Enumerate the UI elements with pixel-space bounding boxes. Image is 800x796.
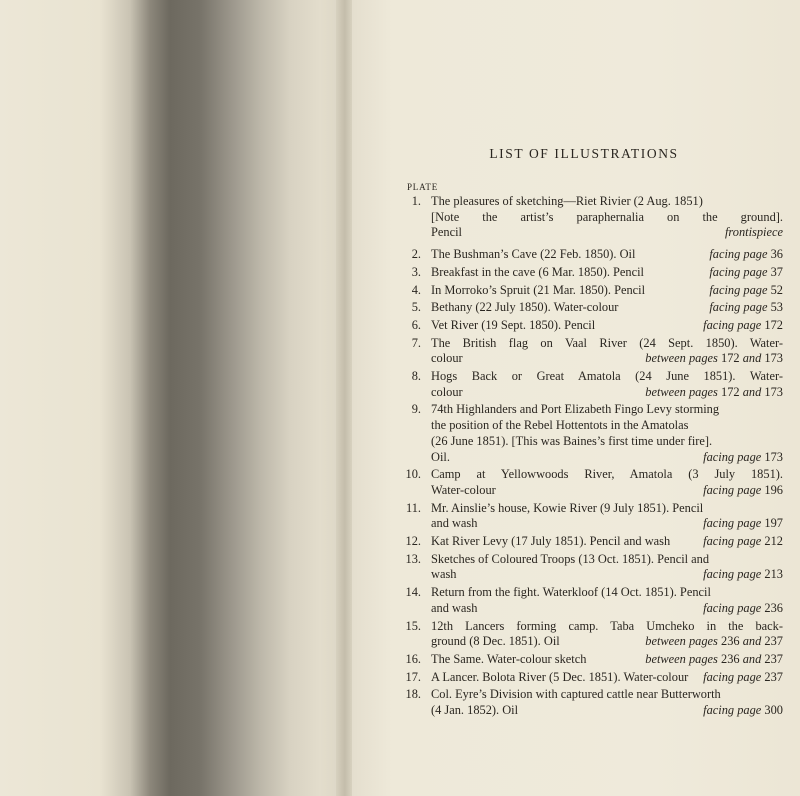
page-title: LIST OF ILLUSTRATIONS xyxy=(489,146,679,161)
page-number: 237 xyxy=(764,669,783,684)
entry-text: Pencil xyxy=(431,225,462,240)
page-number: 172 xyxy=(764,317,783,332)
page-reference: between pages xyxy=(645,634,718,649)
plate-number: 7. xyxy=(411,335,421,350)
page-reference: facing page xyxy=(703,669,762,684)
entry-text: Return from the fight. Waterkloof (14 Oct. 1851). Pencil xyxy=(431,585,711,600)
entry-text: The Same. Water-colour sketch xyxy=(431,651,587,666)
page-reference: facing page xyxy=(709,247,768,262)
plate-number: 16. xyxy=(405,651,421,666)
entry-text: The pleasures of sketching—Riet Rivier (2 Aug. 1851) xyxy=(431,194,703,208)
page-reference: between pages xyxy=(645,384,718,399)
entry-text: (4 Jan. 1852). Oil xyxy=(431,703,519,718)
list-item xyxy=(395,501,783,532)
list-item xyxy=(395,534,783,550)
list-item xyxy=(395,300,783,316)
list-item xyxy=(395,687,783,718)
page-number: 37 xyxy=(770,264,783,279)
list-item xyxy=(395,619,783,650)
page-number: 236 xyxy=(764,600,783,615)
entry-text: Mr. Ainslie’s house, Kowie River (9 July 1851). Pencil xyxy=(431,500,704,515)
page-reference: facing page xyxy=(709,300,768,315)
plate-number: 12. xyxy=(405,534,421,549)
page-reference: between pages xyxy=(645,651,718,666)
page-reference: facing page xyxy=(709,282,768,297)
entry-text: Breakfast in the cave (6 Mar. 1850). Pencil xyxy=(431,264,644,279)
list-item xyxy=(395,552,783,583)
plate-number: 10. xyxy=(405,467,421,482)
entry-text: (26 June 1851). [This was Baines’s first time under fire]. xyxy=(431,433,713,448)
page-reference: facing page xyxy=(703,317,762,332)
plate-number: 17. xyxy=(405,669,421,684)
page-number: 173 xyxy=(764,449,783,464)
page-number-2: 237 xyxy=(764,651,783,666)
entry-text: 74th Highlanders and Port Elizabeth Fingo Levy storming xyxy=(431,402,720,417)
list-item xyxy=(395,402,783,465)
plate-number: 5. xyxy=(411,300,421,315)
plate-number: 2. xyxy=(411,247,421,262)
plate-number: 15. xyxy=(405,618,421,633)
entry-text: Bethany (22 July 1850). Water-colour xyxy=(431,300,619,315)
entry-text: Water-colour xyxy=(431,482,496,497)
entry-text: Oil. xyxy=(431,449,450,464)
page-number: 52 xyxy=(770,282,783,297)
entry-text: [Note the artist’s paraphernalia on the ground]. xyxy=(431,209,783,224)
entry-text: and wash xyxy=(431,600,478,615)
list-item xyxy=(395,336,783,367)
list-item xyxy=(395,670,783,686)
and-word: and xyxy=(742,651,762,666)
page-reference: facing page xyxy=(703,516,762,531)
page-reference: facing page xyxy=(703,600,762,615)
page-number: 196 xyxy=(764,482,783,497)
plate-number: 11. xyxy=(405,500,421,515)
page-number: 36 xyxy=(770,247,783,262)
left-page xyxy=(0,0,343,796)
list-item xyxy=(395,247,783,263)
entry-text: and wash xyxy=(431,516,478,531)
entry-text: A Lancer. Bolota River (5 Dec. 1851). Water-colour xyxy=(431,669,689,684)
plate-number: 8. xyxy=(411,369,421,384)
page-number: 236 xyxy=(721,634,740,649)
page-number-2: 173 xyxy=(764,384,783,399)
list-item xyxy=(395,467,783,498)
plate-number: 9. xyxy=(411,402,421,417)
and-word: and xyxy=(742,634,762,649)
list-item xyxy=(395,652,783,668)
page-reference: facing page xyxy=(703,449,762,464)
entry-text: 12th Lancers forming camp. Taba Umcheko in the back- xyxy=(431,618,783,633)
entry-text: wash xyxy=(431,567,457,582)
illustrations-list xyxy=(395,194,783,719)
page-reference: facing page xyxy=(703,567,762,582)
and-word: and xyxy=(742,384,762,399)
page-reference: facing page xyxy=(709,264,768,279)
entry-text: Col. Eyre’s Division with captured cattle near Butterworth xyxy=(431,687,721,702)
plate-number: 13. xyxy=(405,551,421,566)
page-number: 212 xyxy=(764,534,783,549)
plate-number: 18. xyxy=(405,687,421,702)
page-reference: frontispiece xyxy=(724,225,783,240)
page-reference: facing page xyxy=(703,534,762,549)
entry-text: The British flag on Vaal River (24 Sept. 1850). Water- xyxy=(431,335,783,350)
entry-text: Hogs Back or Great Amatola (24 June 1851). Water- xyxy=(431,369,783,384)
entry-text: colour xyxy=(431,384,463,399)
entry-text: colour xyxy=(431,351,463,366)
and-word: and xyxy=(742,351,762,366)
entry-text: Kat River Levy (17 July 1851). Pencil and wash xyxy=(431,534,671,549)
entry-text: The Bushman’s Cave (22 Feb. 1850). Oil xyxy=(431,247,636,262)
page-number: 172 xyxy=(721,351,740,366)
show-through-text xyxy=(507,40,512,51)
plate-number: 3. xyxy=(411,264,421,279)
entry-text: In Morroko’s Spruit (21 Mar. 1850). Pencil xyxy=(431,282,646,297)
plate-number: 1. xyxy=(411,194,421,208)
page-reference: facing page xyxy=(703,482,762,497)
page-number: 236 xyxy=(721,651,740,666)
page-number-2: 237 xyxy=(764,634,783,649)
page-number: 53 xyxy=(770,300,783,315)
list-item xyxy=(395,283,783,299)
list-item xyxy=(395,585,783,616)
page-reference: between pages xyxy=(645,351,718,366)
page-number: 300 xyxy=(764,703,783,718)
page-number: 197 xyxy=(764,516,783,531)
plate-column-heading: PLATE xyxy=(407,182,438,192)
list-item xyxy=(395,194,783,241)
page-number: 213 xyxy=(764,567,783,582)
page-number: 172 xyxy=(721,384,740,399)
page-reference: facing page xyxy=(703,703,762,718)
list-item xyxy=(395,369,783,400)
entry-text: the position of the Rebel Hottentots in the Amatolas xyxy=(431,418,689,433)
plate-number: 14. xyxy=(405,585,421,600)
entry-text: Vet River (19 Sept. 1850). Pencil xyxy=(431,317,596,332)
list-item xyxy=(395,265,783,281)
entry-text: Sketches of Coloured Troops (13 Oct. 1851). Pencil and xyxy=(431,551,710,566)
plate-number: 4. xyxy=(411,282,421,297)
entry-text: Camp at Yellowwoods River, Amatola (3 July 1851). xyxy=(431,467,783,482)
entry-text: ground (8 Dec. 1851). Oil xyxy=(431,634,560,649)
page-number-2: 173 xyxy=(764,351,783,366)
list-item xyxy=(395,318,783,334)
plate-number: 6. xyxy=(411,317,421,332)
